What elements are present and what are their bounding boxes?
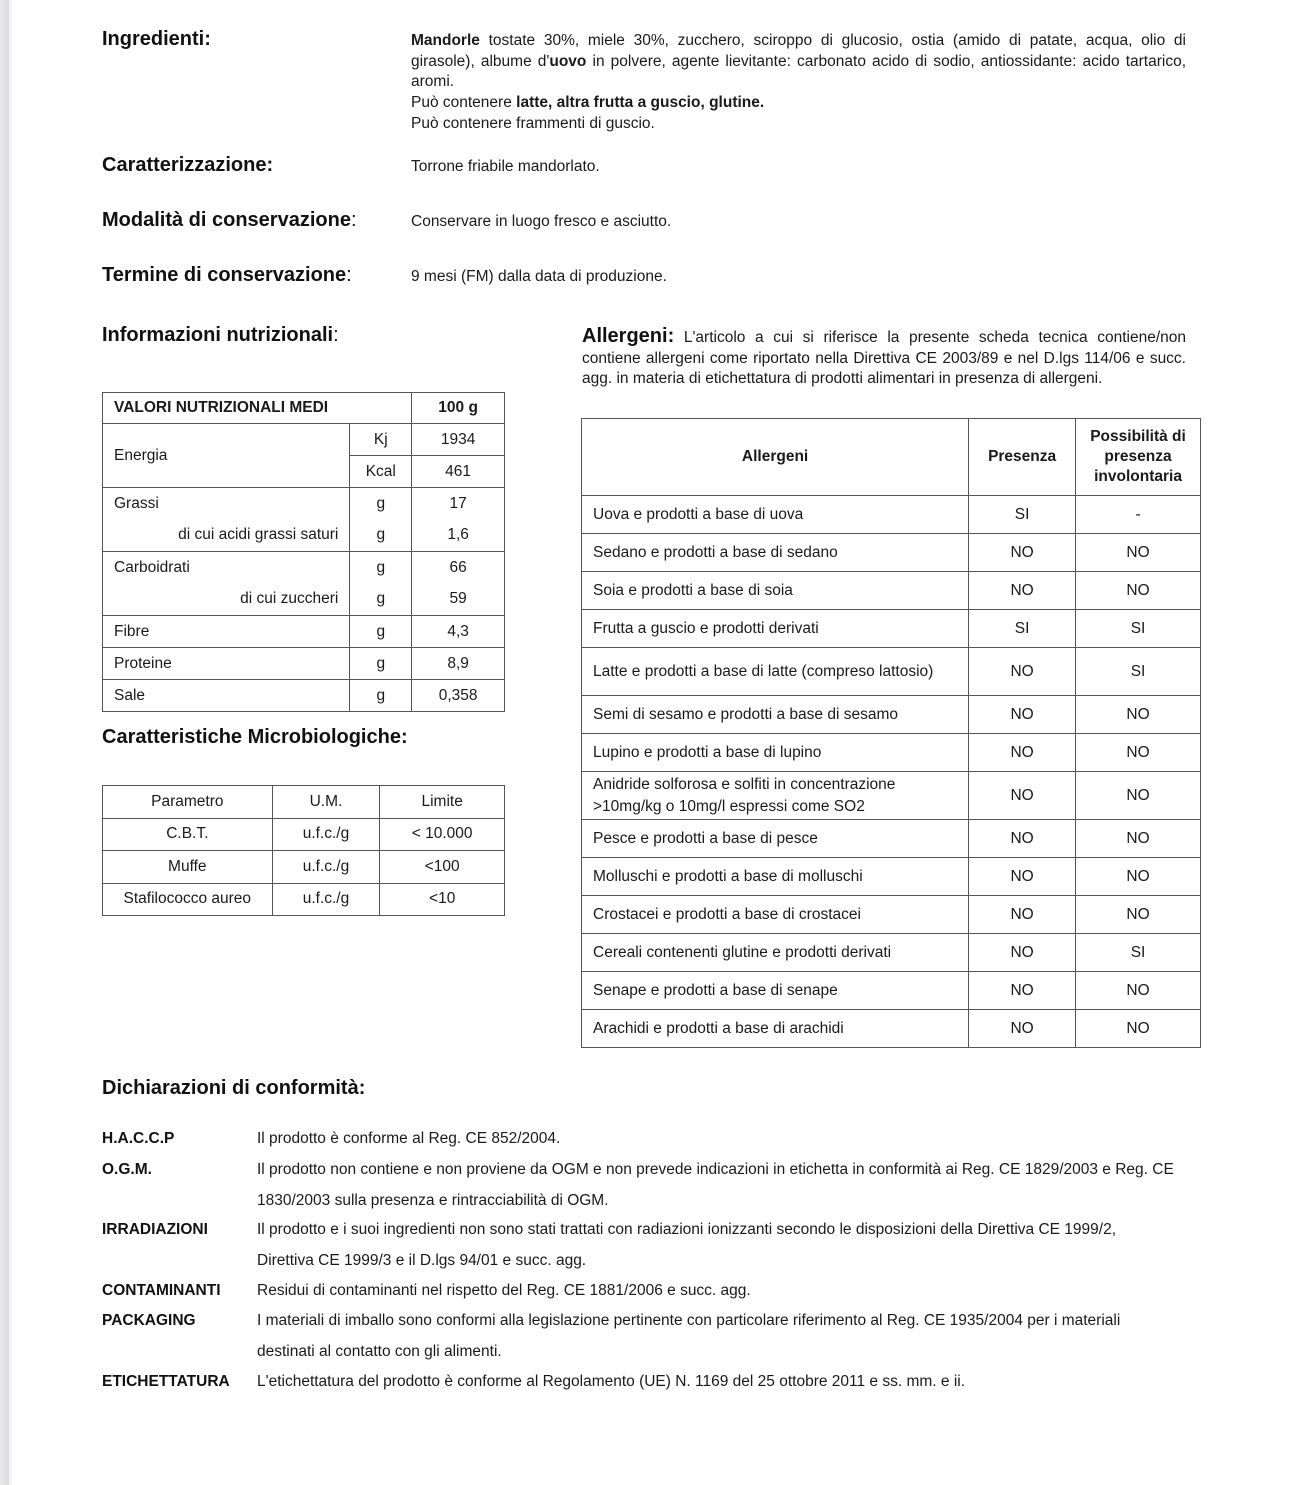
allergen-row [582, 934, 1201, 972]
allergen-name: Arachidi e prodotti a base di arachidi [582, 1010, 969, 1048]
allergen-name: Pesce e prodotti a base di pesce [582, 820, 969, 858]
shelf-life-value: 9 mesi (FM) dalla data di produzione. [411, 268, 667, 285]
storage-label [102, 209, 357, 232]
allergen-presence: NO [969, 648, 1076, 696]
micro-param: Stafilococco aureo [103, 883, 273, 916]
storage-colon: : [350, 209, 357, 231]
micro-table [102, 785, 505, 916]
shell-fragment-note: Può contenere frammenti di guscio. [411, 115, 655, 132]
nutrient-unit: g [350, 488, 412, 520]
nutrient-unit: g [350, 520, 412, 552]
allergens-header: Presenza [969, 419, 1076, 496]
allergen-row [582, 1010, 1201, 1048]
allergen-row [582, 648, 1201, 696]
allergen-name: Lupino e prodotti a base di lupino [582, 734, 969, 772]
nutrient-label: di cui acidi grassi saturi [103, 520, 350, 552]
conformity-text-ogm: Il prodotto non contiene e non proviene da OGM e non prevede indicazioni in etichetta in conformità ai Reg. CE 1829/2003 e Reg. CE 1830/2003 sulla presenza e rintracciabilità di OGM. [257, 1161, 1174, 1209]
conformity-key-ogm: O.G.M. [102, 1161, 152, 1178]
ingredient-egg: uovo [549, 52, 587, 70]
micro-param: C.B.T. [103, 818, 273, 851]
allergen-presence: NO [969, 896, 1076, 934]
nutrient-unit: g [350, 552, 412, 584]
allergen-cross-contact: NO [1076, 820, 1201, 858]
nutrient-value: 8,9 [412, 648, 505, 680]
allergen-row [582, 772, 1201, 820]
energy-label: Energia [103, 424, 350, 488]
energy-value: 1934 [412, 424, 505, 456]
micro-unit: u.f.c./g [272, 883, 380, 916]
allergens-table [581, 418, 1201, 1048]
micro-row [103, 883, 505, 916]
allergen-name: Soia e prodotti a base di soia [582, 572, 969, 610]
allergen-cross-contact: SI [1076, 610, 1201, 648]
nutrient-value: 4,3 [412, 616, 505, 648]
allergen-presence: NO [969, 772, 1076, 820]
allergen-cross-contact: NO [1076, 972, 1201, 1010]
allergen-presence: NO [969, 696, 1076, 734]
nutrition-header-row [103, 393, 505, 424]
nutrient-value: 59 [412, 584, 505, 616]
allergen-cross-contact: NO [1076, 896, 1201, 934]
nutrition-row [103, 552, 505, 584]
viewer-edge-strip [0, 0, 9, 1485]
allergen-presence: NO [969, 934, 1076, 972]
allergen-presence: SI [969, 610, 1076, 648]
allergen-row [582, 820, 1201, 858]
allergen-row [582, 534, 1201, 572]
micro-limit: <100 [380, 851, 505, 884]
micro-param: Muffe [103, 851, 273, 884]
allergen-presence: NO [969, 858, 1076, 896]
allergen-cross-contact: NO [1076, 534, 1201, 572]
allergen-name: Crostacei e prodotti a base di crostacei [582, 896, 969, 934]
nutrition-table [102, 392, 505, 712]
allergen-name: Anidride solforosa e solfiti in concentrazione >10mg/kg o 10mg/l espressi come SO2 [582, 772, 969, 820]
ingredients-label: Ingredienti: [102, 28, 211, 50]
conformity-text-labeling: L'etichettatura del prodotto è conforme al Regolamento (UE) N. 1169 del 25 ottobre 2011 e ss. mm. e ii. [257, 1373, 966, 1390]
storage-value: Conservare in luogo fresco e asciutto. [411, 213, 672, 230]
nutrient-label: di cui zuccheri [103, 584, 350, 616]
allergen-row [582, 496, 1201, 534]
allergens-header-row [582, 419, 1201, 496]
nutrient-label: Proteine [103, 648, 350, 680]
nutrient-label: Fibre [103, 616, 350, 648]
allergen-name: Uova e prodotti a base di uova [582, 496, 969, 534]
nutrient-value: 17 [412, 488, 505, 520]
nutrient-value: 1,6 [412, 520, 505, 552]
conformity-text-packaging: I materiali di imballo sono conformi alla legislazione pertinente con particolare riferimento al Reg. CE 1935/2004 per i materiali destinati al contatto con gli alimenti. [257, 1312, 1121, 1360]
allergen-name: Molluschi e prodotti a base di molluschi [582, 858, 969, 896]
nutrient-value: 0,358 [412, 680, 505, 712]
micro-header-row [103, 786, 505, 819]
conformity-key-irradiation: IRRADIAZIONI [102, 1221, 208, 1238]
conformity-key-haccp: H.A.C.C.P [102, 1130, 175, 1147]
nutrient-unit: g [350, 648, 412, 680]
micro-row [103, 818, 505, 851]
allergen-cross-contact: NO [1076, 772, 1201, 820]
nutrition-row [103, 680, 505, 712]
micro-unit: u.f.c./g [272, 851, 380, 884]
allergens-title: Allergeni: [582, 325, 675, 347]
allergens-intro-text: L'articolo a cui si riferisce la presente scheda tecnica contiene/non contiene allergeni come riportato nella Direttiva CE 2003/89 e nel D.lgs 114/06 e succ. agg. in materia di etichettatura di prodotti alimentari in presenza di allergeni. [582, 329, 1186, 387]
conformity-key-labeling: ETICHETTATURA [102, 1373, 230, 1390]
conformity-text-haccp: Il prodotto è conforme al Reg. CE 852/2004. [257, 1130, 561, 1147]
conformity-text-contaminants: Residui di contaminanti nel rispetto del Reg. CE 1881/2006 e succ. agg. [257, 1282, 751, 1299]
micro-limit: <10 [380, 883, 505, 916]
allergens-header: Allergeni [582, 419, 969, 496]
nutrition-row-energy-kj [103, 424, 505, 456]
allergen-presence: NO [969, 572, 1076, 610]
allergen-name: Cereali contenenti glutine e prodotti derivati [582, 934, 969, 972]
nutrition-colon: : [333, 324, 339, 346]
allergen-cross-contact: NO [1076, 734, 1201, 772]
allergen-cross-contact: - [1076, 496, 1201, 534]
nutrition-row [103, 488, 505, 520]
allergen-row [582, 734, 1201, 772]
allergen-presence: NO [969, 734, 1076, 772]
nutrition-header-qty: 100 g [412, 393, 505, 424]
nutrient-value: 66 [412, 552, 505, 584]
nutrition-row [103, 616, 505, 648]
nutrient-label: Grassi [103, 488, 350, 520]
ingredient-almonds: Mandorle [411, 32, 480, 49]
nutrition-row [103, 648, 505, 680]
nutrient-unit: g [350, 616, 412, 648]
nutrition-title-text: Informazioni nutrizionali [102, 324, 334, 346]
may-contain-allergens: latte, altra frutta a guscio, glutine. [516, 94, 765, 111]
micro-header: Limite [380, 786, 505, 819]
allergen-cross-contact: SI [1076, 648, 1201, 696]
conformity-key-contaminants: CONTAMINANTI [102, 1282, 221, 1299]
may-contain-line [411, 93, 764, 114]
allergen-row [582, 696, 1201, 734]
micro-unit: u.f.c./g [272, 818, 380, 851]
nutrition-row [103, 584, 505, 616]
conformity-text-irradiation: Il prodotto e i suoi ingredienti non sono stati trattati con radiazioni ionizzanti secondo le disposizioni della Direttiva CE 1999/2, Direttiva CE 1999/3 e il D.lgs 94/01 e succ. agg. [257, 1221, 1117, 1269]
shelf-life-colon: : [346, 264, 352, 286]
energy-value: 461 [412, 456, 505, 488]
nutrition-header: VALORI NUTRIZIONALI MEDI [103, 393, 412, 424]
characterization-label: Caratterizzazione: [102, 154, 274, 176]
conformity-key-packaging: PACKAGING [102, 1312, 196, 1329]
ingredients-text [411, 31, 1186, 93]
micro-title: Caratteristiche Microbiologiche: [102, 726, 408, 748]
allergen-presence: NO [969, 534, 1076, 572]
allergen-name: Sedano e prodotti a base di sedano [582, 534, 969, 572]
shelf-life-label [102, 264, 352, 287]
nutrition-title [102, 324, 339, 347]
nutrient-unit: g [350, 584, 412, 616]
energy-unit: Kj [350, 424, 412, 456]
allergen-presence: NO [969, 972, 1076, 1010]
viewer-edge-highlight [9, 0, 12, 1485]
characterization-value: Torrone friabile mandorlato. [411, 158, 600, 175]
allergen-cross-contact: NO [1076, 696, 1201, 734]
nutrition-row [103, 520, 505, 552]
allergen-cross-contact: NO [1076, 572, 1201, 610]
nutrient-label: Carboidrati [103, 552, 350, 584]
allergen-row [582, 896, 1201, 934]
allergen-name: Senape e prodotti a base di senape [582, 972, 969, 1010]
allergen-row [582, 610, 1201, 648]
ingredients-part2: in polvere, agente lievitante: carbonato acido di sodio, antiossidante: acido tartarico, aromi. [411, 52, 1187, 90]
allergen-cross-contact: NO [1076, 1010, 1201, 1048]
allergen-row [582, 972, 1201, 1010]
conformity-title: Dichiarazioni di conformità: [102, 1077, 366, 1099]
nutrient-label: Sale [103, 680, 350, 712]
may-contain-prefix: Può contenere [411, 94, 517, 111]
allergen-cross-contact: NO [1076, 858, 1201, 896]
allergens-intro [582, 326, 1186, 390]
allergen-row [582, 858, 1201, 896]
allergen-cross-contact: SI [1076, 934, 1201, 972]
micro-header: Parametro [103, 786, 273, 819]
allergen-presence: SI [969, 496, 1076, 534]
storage-label-text: Modalità di conservazione [102, 209, 351, 231]
micro-limit: < 10.000 [380, 818, 505, 851]
nutrient-unit: g [350, 680, 412, 712]
micro-header: U.M. [272, 786, 380, 819]
ingredients-part1: tostate 30%, miele 30%, zucchero, sciroppo di glucosio, ostia (amido di patate, acqua, olio di girasole), albume d' [411, 32, 1186, 70]
micro-row [103, 851, 505, 884]
shelf-life-label-text: Termine di conservazione [102, 264, 347, 286]
allergen-presence: NO [969, 820, 1076, 858]
allergens-header: Possibilità di presenza involontaria [1076, 419, 1201, 496]
allergen-name: Latte e prodotti a base di latte (compreso lattosio) [582, 648, 969, 696]
allergen-name: Frutta a guscio e prodotti derivati [582, 610, 969, 648]
allergen-row [582, 572, 1201, 610]
energy-unit: Kcal [350, 456, 412, 488]
allergen-name: Semi di sesamo e prodotti a base di sesamo [582, 696, 969, 734]
allergen-presence: NO [969, 1010, 1076, 1048]
